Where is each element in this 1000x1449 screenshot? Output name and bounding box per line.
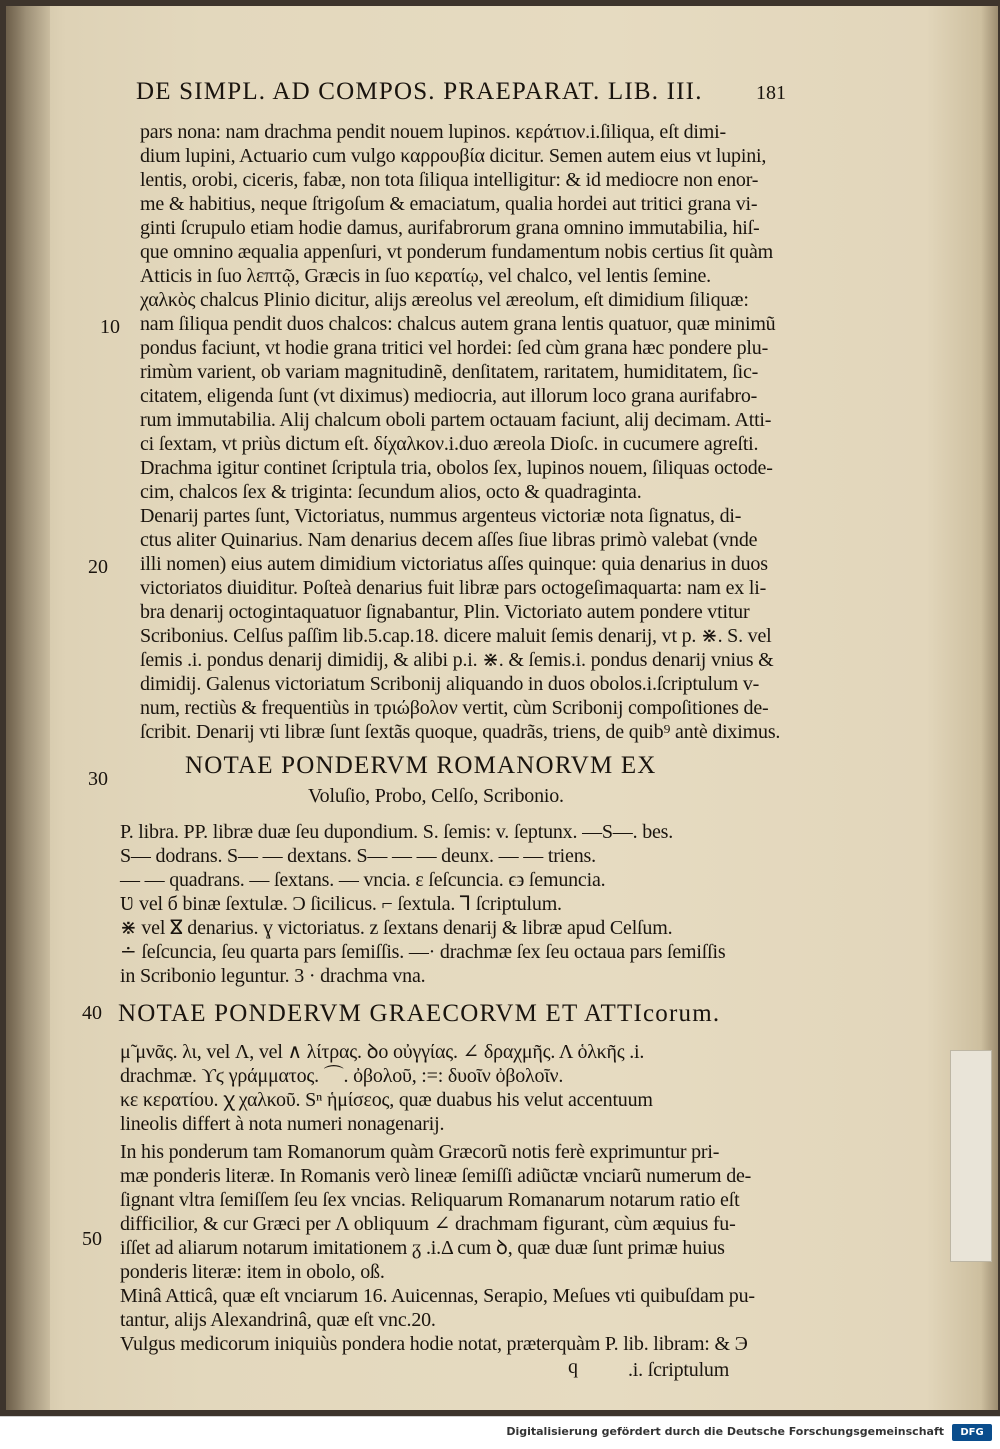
notation-line: Ʋ vel б binæ ſextulæ. Ɔ ſicilicus. ⌐ ſextula. ⅂ ſcriptulum. [120, 893, 562, 915]
catchword: .i. ſcriptulum [628, 1359, 730, 1381]
notation-line: ⋇ vel ⴵ denarius. ɣ victoriatus. z ſextans denarij & libræ apud Celſum. [120, 917, 673, 939]
text-line: pars nona: nam drachma pendit nouem lupinos. κεράτιον.i.ſiliqua, eſt dimi- [140, 121, 726, 143]
margin-line-number: 20 [88, 556, 108, 578]
notation-line: in Scribonio leguntur. 3 · drachma vna. [120, 965, 426, 987]
margin-line-number: 10 [100, 316, 120, 338]
section-heading-greek: NOTAE PONDERVM GRAECORVM ET ATTIcorum. [118, 1000, 721, 1027]
text-line: ci ſextam, vt priùs dictum eſt. δίχαλκον.i.duo æreola Dioſc. in cucumere agreſti. [140, 433, 759, 455]
text-line: Scribonius. Celſus paſſim lib.5.cap.18. dicere maluit ſemis denarij, vt p. ⋇. S. vel [140, 625, 772, 647]
text-line: iſſet ad aliarum notarum imitationem ᵹ .i.Δ cum ꝺ, quæ duæ ſunt primæ huius [120, 1237, 725, 1259]
notation-line: drachmæ. ϒϛ γράμματος. ⌒. ὀβολοῦ, :=: δυοῖν ὀβολοῖν. [120, 1065, 564, 1087]
dfg-logo: DFG [952, 1424, 992, 1441]
text-line: lentis, orobi, ciceris, fabæ, non tota ſiliqua intelligitur: & id mediocre non enor- [140, 169, 759, 191]
notation-line: — — quadrans. — ſextans. — vncia. ε ſeſcuncia. ϵ϶ ſemuncia. [120, 869, 606, 891]
text-line: dimidij. Galenus victoriatum Scribonij aliquando in duos obolos.i.ſcriptulum v- [140, 673, 760, 695]
footer-credit: Digitalisierung gefördert durch die Deutsche Forschungsgemeinschaft [506, 1425, 944, 1438]
notation-line: ∸ ſeſcuncia, ſeu quarta pars ſemiſſis. —· drachmæ ſex ſeu octaua pars ſemiſſis [120, 941, 726, 963]
text-line: ſemis .i. pondus denarij dimidij, & alibi p.i. ⋇. & ſemis.i. pondus denarij vnius & [140, 649, 774, 671]
text-line: victoriatos diuiditur. Poſteà denarius fuit libræ pars octogeſimaquarta: nam ex li- [140, 577, 767, 599]
text-line: ctus aliter Quinarius. Nam denarius decem aſſes ſiue libras primò valebat (vnde [140, 529, 758, 551]
text-line: rum immutabilia. Alij chalcum oboli partem octauam faciunt, alij decimam. Atti- [140, 409, 772, 431]
section-heading-roman: NOTAE PONDERVM ROMANORVM EX [185, 752, 657, 779]
section-subheading-roman: Voluſio, Probo, Celſo, Scribonio. [308, 785, 564, 807]
text-line: cim, chalcos ſex & triginta: ſecundum alios, octo & quadraginta. [140, 481, 642, 503]
margin-line-number: 40 [82, 1002, 102, 1024]
margin-line-number: 50 [82, 1228, 102, 1250]
text-line: num, rectiùs & frequentiùs in τριώβολον vertit, cùm Scribonij compoſitiones de- [140, 697, 769, 719]
text-line: ſcribit. Denarij vti libræ ſunt ſextãs quoque, quadrãs, triens, de quib⁹ antè diximus. [140, 721, 781, 743]
text-line: ginti ſcrupulo etiam hodie damus, aurifabrorum grana omnino immutabilia, hiſ- [140, 217, 760, 239]
notation-line: S— dodrans. S— — dextans. S— — — deunx. — — triens. [120, 845, 596, 867]
text-line: rimùm varient, ob variam magnitudinẽ, denſitatem, raritatem, humiditatem, ſic- [140, 361, 759, 383]
text-line: nam ſiliqua pendit duos chalcos: chalcus autem grana lentis quatuor, quæ minimũ [140, 313, 776, 335]
text-line: Vulgus medicorum iniquiùs pondera hodie notat, præterquàm P. lib. libram: & Э [120, 1333, 748, 1355]
text-line: Minâ Atticâ, quæ eſt vnciarum 16. Auicennas, Serapio, Meſues vti quibuſdam pu- [120, 1285, 755, 1307]
running-header: DE SIMPL. AD COMPOS. PRAEPARAT. LIB. III. [136, 78, 703, 105]
text-line: difficilior, & cur Græci per Λ obliquum ∠ drachmam figurant, cùm æquius fu- [120, 1213, 736, 1235]
page-number: 181 [756, 82, 786, 104]
text-line: bra denarij octogintaquatuor ſignabantur, Plin. Victoriato autem pondere vtitur [140, 601, 750, 623]
margin-line-number: 30 [88, 768, 108, 790]
text-line: mæ ponderis literæ. In Romanis verò lineæ ſemiſſi adiũctæ vnciarũ numerum de- [120, 1165, 752, 1187]
notation-line: lineolis differt à nota numeri nonagenarij. [120, 1113, 445, 1135]
text-line: In his ponderum tam Romanorum quàm Græcorũ notis ferè exprimuntur pri- [120, 1141, 720, 1163]
text-line: tantur, alijs Alexandrinâ, quæ eſt vnc.20. [120, 1309, 436, 1331]
text-line: χαλκὸς chalcus Plinio dicitur, alijs æreolus vel æreolum, eſt dimidium ſiliquæ: [140, 289, 749, 311]
notation-line: μ̃ μνᾶς. λι, vel Λ, vel ∧ λίτρας. ꝺo οὐγγίας. ∠ δραχμῆς. Λ ὁλκῆς .i. [120, 1041, 645, 1063]
footer-bar [0, 1416, 1000, 1449]
text-line: illi nomen) eius autem dimidium victoriatus aſſes quinque: quia denarius in duos [140, 553, 768, 575]
text-line: ponderis literæ: item in obolo, oß. [120, 1261, 385, 1283]
notation-line: P. libra. PP. libræ duæ ſeu dupondium. S. ſemis: v. ſeptunx. —S—. bes. [120, 821, 674, 843]
notation-line: κε κερατίου. ꭓ χαλκοῦ. Sⁿ ἡμίσεος, quæ duabus his velut accentuum [120, 1089, 653, 1111]
text-line: citatem, eligenda ſunt (vt diximus) mediocria, aut illorum loco grana aurifabro- [140, 385, 758, 407]
text-line: me & habitius, neque ſtrigoſum & emaciatum, qualia hordei aut tritici grana vi- [140, 193, 758, 215]
text-line: Denarij partes ſunt, Victoriatus, nummus argenteus victoriæ nota ſignatus, di- [140, 505, 742, 527]
signature-mark: q [568, 1356, 578, 1378]
text-line: que omnino æqualia appenſuri, vt ponderum fundamentum nobis certius ſit quàm [140, 241, 774, 263]
text-line: dium lupini, Actuario cum vulgo καρρουβία dicitur. Semen autem eius vt lupini, [140, 145, 767, 167]
text-line: ſignant vltra ſemiſſem ſeu ſex vncias. Reliquarum Romanarum notarum ratio eſt [120, 1189, 740, 1211]
text-line: Drachma igitur continet ſcriptula tria, obolos ſex, lupinos nouem, ſiliquas octode- [140, 457, 773, 479]
text-line: pondus faciunt, vt hodie grana tritici vel hordei: ſed cùm grana hæc pondere plu- [140, 337, 769, 359]
text-line: Atticis in ſuo λεπτῷ, Græcis in ſuo κερατίῳ, vel chalco, vel lentis ſemine. [140, 265, 711, 287]
